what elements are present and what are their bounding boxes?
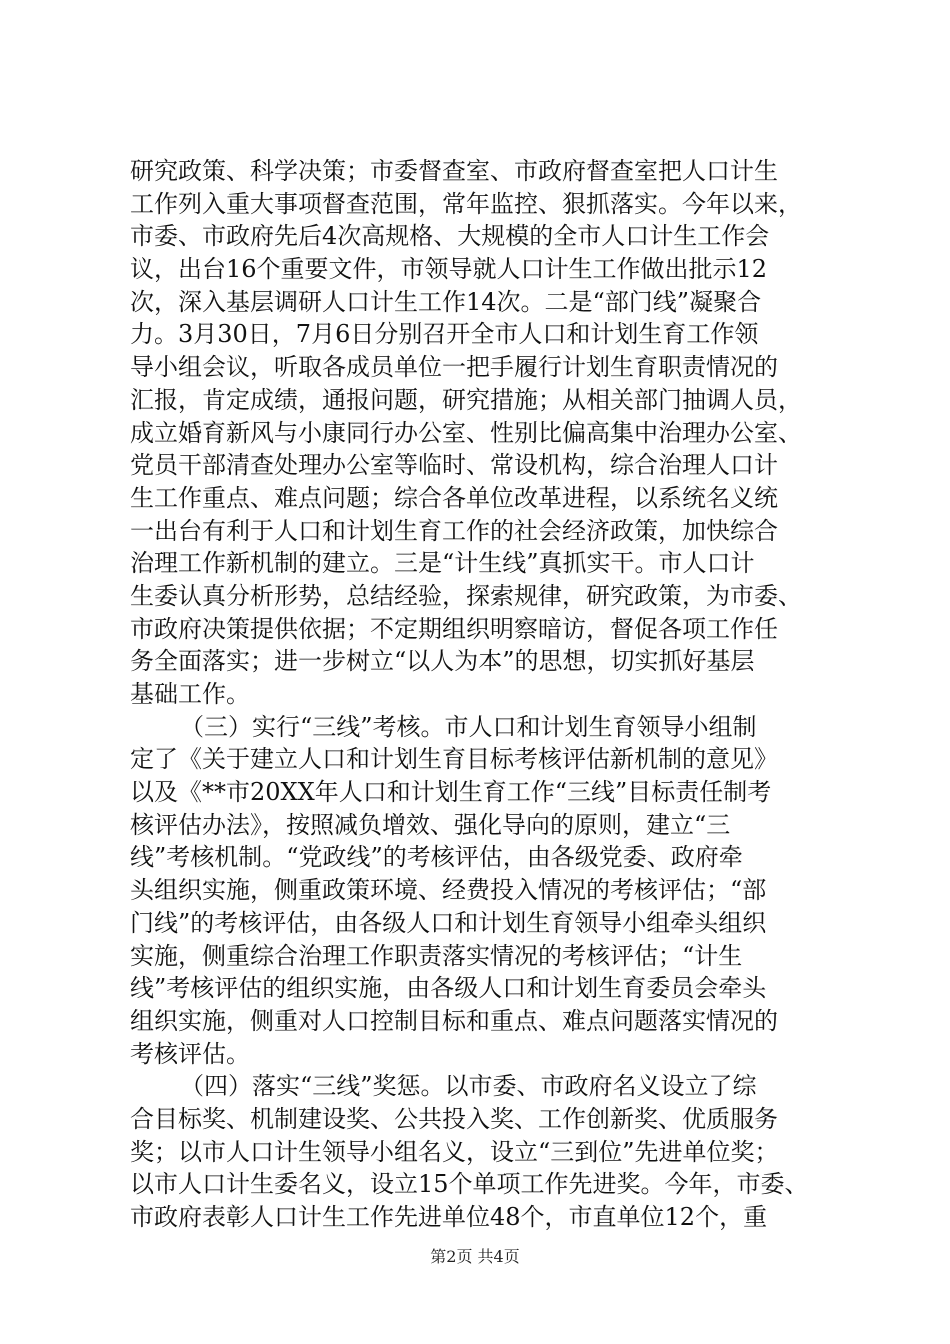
- page-footer: 第2页 共4页: [430, 1247, 520, 1266]
- text-line: 门线”的考核评估，由各级人口和计划生育领导小组牵头组织: [130, 908, 767, 937]
- text-line: 研究政策、科学决策；市委督查室、市政府督查室把人口计生: [130, 157, 778, 185]
- text-line: 议，出台16个重要文件，市领导就人口计生工作做出批示12: [130, 255, 768, 284]
- text-line: 一出台有利于人口和计划生育工作的社会经济政策，加快综合: [130, 516, 778, 545]
- text-line: 治理工作新机制的建立。三是“计生线”真抓实干。市人口计: [130, 549, 755, 578]
- text-line: 合目标奖、机制建设奖、公共投入奖、工作创新奖、优质服务: [130, 1104, 778, 1133]
- text-line: 定了《关于建立人口和计划生育目标考核评估新机制的意见》: [130, 745, 778, 774]
- text-line: 生委认真分析形势，总结经验，探索规律，研究政策，为市委、: [130, 581, 802, 610]
- text-line: 力。3月30日，7月6日分别召开全市人口和计划生育工作领: [130, 320, 759, 349]
- text-line: （四）落实“三线”奖惩。以市委、市政府名义设立了综: [180, 1072, 757, 1101]
- text-line: 实施，侧重综合治理工作职责落实情况的考核评估；“计生: [130, 941, 743, 970]
- text-line: 基础工作。: [130, 680, 250, 708]
- body-text: [130, 155, 830, 1234]
- text-line: 成立婚育新风与小康同行办公室、性别比偏高集中治理办公室、: [130, 418, 802, 447]
- text-line: 头组织实施，侧重政策环境、经费投入情况的考核评估；“部: [130, 876, 767, 905]
- text-line: 汇报，肯定成绩，通报问题，研究措施；从相关部门抽调人员，: [130, 385, 802, 414]
- text-line: 线”考核评估的组织实施，由各级人口和计划生育委员会牵头: [130, 974, 767, 1003]
- text-line: 以市人口计生委名义，设立15个单项工作先进奖。今年，市委、: [130, 1170, 809, 1199]
- text-line: 导小组会议，听取各成员单位一把手履行计划生育职责情况的: [130, 353, 778, 382]
- text-line: 党员干部清查处理办公室等临时、常设机构，综合治理人口计: [130, 451, 778, 480]
- text-line: 以及《**市20XX年人口和计划生育工作“三线”目标责任制考: [130, 778, 772, 807]
- text-line: 务全面落实；进一步树立“以人为本”的思想，切实抓好基层: [130, 647, 755, 676]
- text-line: （三）实行“三线”考核。市人口和计划生育领导小组制: [180, 712, 757, 741]
- text-line: 考核评估。: [130, 1039, 250, 1068]
- text-line: 线”考核机制。“党政线”的考核评估，由各级党委、政府牵: [130, 843, 743, 872]
- text-line: 生工作重点、难点问题；综合各单位改革进程，以系统名义统: [130, 483, 778, 512]
- text-line: 工作列入重大事项督查范围，常年监控、狠抓落实。今年以来，: [130, 189, 802, 218]
- text-line: 奖；以市人口计生领导小组名义，设立“三到位”先进单位奖；: [130, 1137, 779, 1166]
- text-line: 组织实施，侧重对人口控制目标和重点、难点问题落实情况的: [130, 1006, 778, 1035]
- text-line: 市政府决策提供依据；不定期组织明察暗访，督促各项工作任: [130, 614, 778, 643]
- text-line: 市政府表彰人口计生工作先进单位48个，市直单位12个，重: [130, 1203, 768, 1231]
- text-line: 核评估办法》，按照减负增效、强化导向的原则，建立“三: [130, 810, 731, 839]
- text-line: 市委、市政府先后4次高规格、大规模的全市人口计生工作会: [130, 222, 770, 251]
- text-line: 次，深入基层调研人口计生工作14次。二是“部门线”凝聚合: [130, 287, 762, 316]
